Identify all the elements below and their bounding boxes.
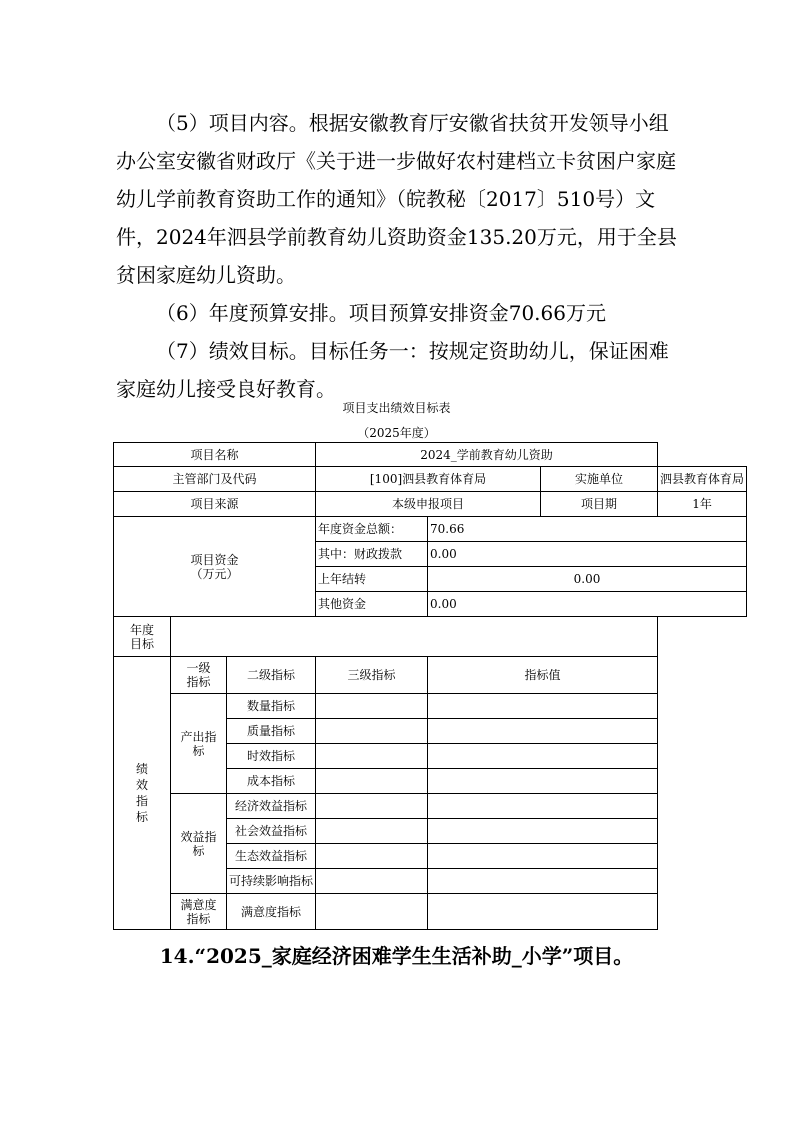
impl-unit-value: 泗县教育体育局 bbox=[658, 467, 747, 492]
output-item-quantity-value bbox=[428, 694, 658, 719]
paragraph-budget: （6）年度预算安排。项目预算安排资金70.66万元 bbox=[156, 301, 606, 325]
funds-label: 项目资金 （万元） bbox=[114, 517, 316, 617]
dept-value: [100]泗县教育体育局 bbox=[316, 467, 541, 492]
funds-fiscal-value: 0.00 bbox=[428, 542, 747, 567]
source-label: 项目来源 bbox=[114, 492, 316, 517]
benefit-item-economic-value bbox=[428, 794, 658, 819]
funds-other-value: 0.00 bbox=[428, 592, 747, 617]
output-indicator-label: 产出指 标 bbox=[171, 694, 227, 794]
output-item-timeliness: 时效指标 bbox=[227, 744, 316, 769]
paragraph-project-content: （5）项目内容。根据安徽教育厅安徽省扶贫开发领导小组办公室安徽省财政厅《关于进一步做好农村建档立卡贫困户家庭幼儿学前教育资助工作的通知》（皖教秘〔2017〕510号）文件，2024年泗县学前教育幼儿资助资金135.20万元，用于全县贫困家庭幼儿资助。 bbox=[116, 111, 677, 287]
benefit-item-sustainable-value bbox=[428, 869, 658, 894]
benefit-item-social-value bbox=[428, 819, 658, 844]
period-label: 项目期 bbox=[541, 492, 658, 517]
benefit-item-economic: 经济效益指标 bbox=[227, 794, 316, 819]
output-item-timeliness-l3 bbox=[316, 744, 428, 769]
funds-other-label: 其他资金 bbox=[316, 592, 428, 617]
output-item-quantity: 数量指标 bbox=[227, 694, 316, 719]
benefit-item-social: 社会效益指标 bbox=[227, 819, 316, 844]
output-item-quality: 质量指标 bbox=[227, 719, 316, 744]
table-year: （2025年度） bbox=[357, 426, 436, 440]
benefit-item-economic-l3 bbox=[316, 794, 428, 819]
output-item-cost-l3 bbox=[316, 769, 428, 794]
annual-goal-value bbox=[171, 617, 658, 657]
output-item-quality-l3 bbox=[316, 719, 428, 744]
benefit-item-ecological-value bbox=[428, 844, 658, 869]
benefit-item-social-l3 bbox=[316, 819, 428, 844]
annual-goal-label: 年度 目标 bbox=[114, 617, 171, 657]
benefit-item-ecological: 生态效益指标 bbox=[227, 844, 316, 869]
project-name-value: 2024_学前教育幼儿资助 bbox=[316, 443, 658, 467]
table-title: 项目支出绩效目标表 bbox=[342, 401, 451, 415]
header-level3: 三级指标 bbox=[316, 657, 428, 694]
benefit-item-ecological-l3 bbox=[316, 844, 428, 869]
next-project-heading: 14.“2025_家庭经济困难学生生活补助_小学”项目。 bbox=[159, 944, 634, 968]
project-name-label: 项目名称 bbox=[114, 443, 316, 467]
performance-indicator-label: 绩 效 指 标 bbox=[114, 657, 171, 930]
paragraph-performance-goal: （7）绩效目标。目标任务一：按规定资助幼儿，保证困难家庭幼儿接受良好教育。 bbox=[116, 339, 669, 401]
funds-total-value: 70.66 bbox=[428, 517, 747, 542]
output-item-quality-value bbox=[428, 719, 658, 744]
satisfaction-item-value bbox=[428, 894, 658, 930]
output-item-cost-value bbox=[428, 769, 658, 794]
benefit-item-sustainable: 可持续影响指标 bbox=[227, 869, 316, 894]
dept-label: 主管部门及代码 bbox=[114, 467, 316, 492]
satisfaction-item: 满意度指标 bbox=[227, 894, 316, 930]
satisfaction-item-l3 bbox=[316, 894, 428, 930]
funds-carry-value: 0.00 bbox=[428, 567, 747, 592]
benefit-item-sustainable-l3 bbox=[316, 869, 428, 894]
funds-fiscal-label: 其中：财政拨款 bbox=[316, 542, 428, 567]
output-item-quantity-l3 bbox=[316, 694, 428, 719]
period-value: 1年 bbox=[658, 492, 747, 517]
source-value: 本级申报项目 bbox=[316, 492, 541, 517]
funds-carry-label: 上年结转 bbox=[316, 567, 428, 592]
header-level1: 一级 指标 bbox=[171, 657, 227, 694]
funds-total-label: 年度资金总额： bbox=[316, 517, 428, 542]
output-item-cost: 成本指标 bbox=[227, 769, 316, 794]
performance-target-table bbox=[113, 442, 747, 930]
output-item-timeliness-value bbox=[428, 744, 658, 769]
header-level2: 二级指标 bbox=[227, 657, 316, 694]
impl-unit-label: 实施单位 bbox=[541, 467, 658, 492]
satisfaction-indicator-label: 满意度 指标 bbox=[171, 894, 227, 930]
benefit-indicator-label: 效益指 标 bbox=[171, 794, 227, 894]
header-indicator-value: 指标值 bbox=[428, 657, 658, 694]
